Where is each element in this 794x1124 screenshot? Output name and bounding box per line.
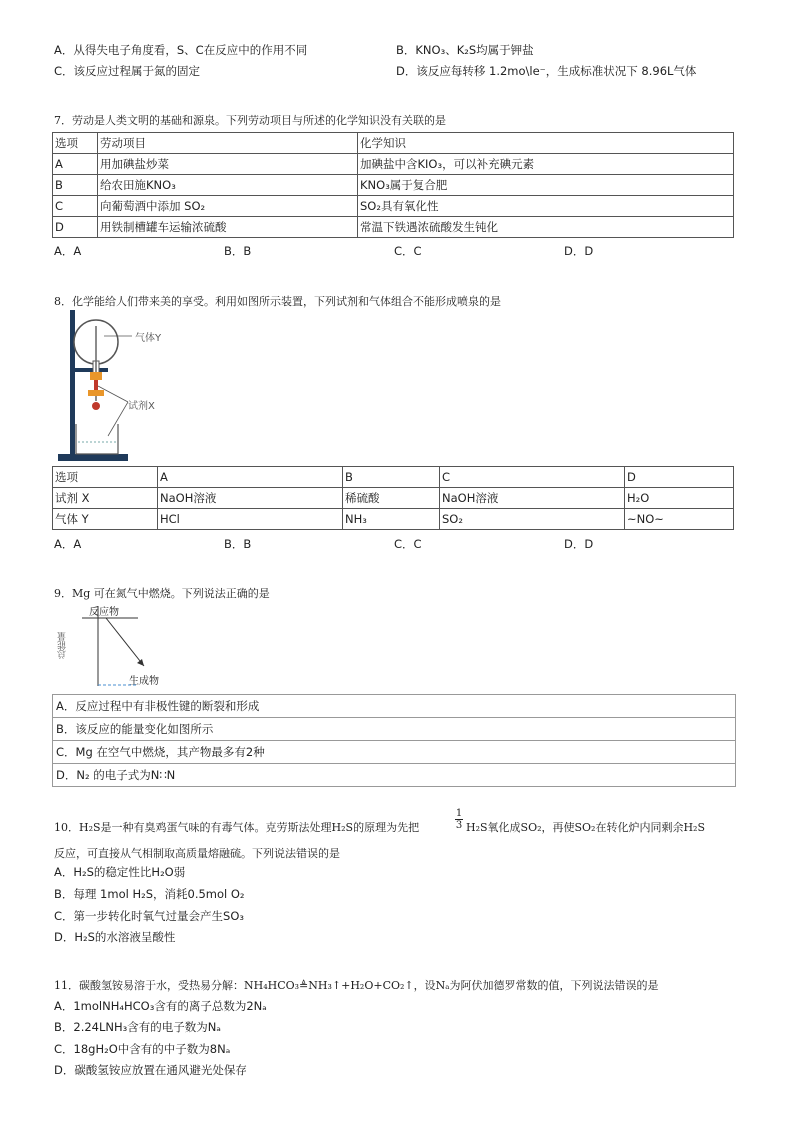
table-cell: 向葡萄酒中添加 SO₂ bbox=[98, 196, 358, 217]
stand-rod bbox=[70, 310, 75, 456]
label-reagent-x: 试剂X bbox=[128, 401, 155, 412]
table-cell: C bbox=[53, 196, 98, 217]
arrowhead bbox=[137, 659, 144, 666]
choice-a: A．A bbox=[54, 244, 82, 258]
clamp-arm bbox=[72, 368, 108, 372]
fountain-apparatus-figure bbox=[52, 306, 192, 466]
q10-stem-part2: H₂S氧化成SO₂，再使SO₂在转化炉内同剩余H₂S bbox=[466, 821, 706, 834]
table-row bbox=[53, 133, 734, 154]
option-c: C．Mg 在空气中燃烧，其产物最多有2种 bbox=[53, 740, 735, 763]
q10-option-b: B．每理 1mol H₂S，消耗0.5mol O₂ bbox=[54, 887, 245, 901]
q10-option-d: D．H₂S的水溶液呈酸性 bbox=[54, 930, 176, 944]
table-row bbox=[53, 217, 734, 238]
table-row bbox=[53, 467, 734, 488]
dropper-bulb bbox=[92, 402, 100, 410]
q10-option-a: A．H₂S的稳定性比H₂O弱 bbox=[54, 865, 186, 879]
q7-stem: 7．劳动是人类文明的基础和源泉。下列劳动项目与所述的化学知识没有关联的是 bbox=[54, 114, 446, 127]
table-cell: B bbox=[343, 467, 440, 488]
table-cell: B bbox=[53, 175, 98, 196]
table-cell: NaOH溶液 bbox=[440, 488, 625, 509]
prev-option-a: A．从得失电子角度看，S、C在反应中的作用不同 bbox=[54, 43, 308, 57]
table-cell: SO₂具有氧化性 bbox=[358, 196, 734, 217]
table-cell: HCl bbox=[158, 509, 343, 530]
table-cell: 加碘盐中含KIO₃，可以补充碘元素 bbox=[358, 154, 734, 175]
y-axis-label: 总能量 bbox=[58, 632, 68, 659]
table-cell: 用铁制槽罐车运输浓硫酸 bbox=[98, 217, 358, 238]
table-row bbox=[53, 196, 734, 217]
table-cell: 稀硫酸 bbox=[343, 488, 440, 509]
table-cell: KNO₃属于复合肥 bbox=[358, 175, 734, 196]
q11-option-a: A．1molNH₄HCO₃含有的离子总数为2Nₐ bbox=[54, 999, 267, 1013]
label-gas-y: 气体Y bbox=[135, 333, 162, 344]
table-cell: 气体 Y bbox=[53, 509, 158, 530]
table-cell: NaOH溶液 bbox=[158, 488, 343, 509]
prev-option-d: D．该反应每转移 1.2mo\le⁻，生成标准状况下 8.96L气体 bbox=[396, 64, 697, 78]
prev-option-b: B．KNO₃、K₂S均属于钾盐 bbox=[396, 43, 534, 57]
product-label: 生成物 bbox=[129, 676, 159, 687]
fraction-numerator: 1 bbox=[455, 808, 463, 819]
q10-stem-part1: 10．H₂S是一种有臭鸡蛋气味的有毒气体。克劳斯法处理H₂S的原理为先把 bbox=[54, 821, 420, 834]
q11-option-b: B．2.24LNH₃含有的电子数为Nₐ bbox=[54, 1020, 221, 1034]
table-cell: C bbox=[440, 467, 625, 488]
choice-c: C．C bbox=[394, 244, 422, 258]
option-a: A．反应过程中有非极性键的断裂和形成 bbox=[53, 694, 735, 717]
fraction-one-third bbox=[455, 808, 463, 831]
table-row bbox=[53, 488, 734, 509]
table-row bbox=[53, 154, 734, 175]
reaction-arrow bbox=[106, 618, 144, 666]
q10-option-c: C．第一步转化时氧气过量会产生SO₃ bbox=[54, 909, 244, 923]
q11-stem: 11．碳酸氢铵易溶于水，受热易分解：NH₄HCO₃≜NH₃↑+H₂O+CO₂↑，设Nₐ为阿伏加德罗常数的值，下列说法错误的是 bbox=[54, 979, 659, 992]
q8-stem: 8．化学能给人们带来美的享受。利用如图所示装置，下列试剂和气体组合不能形成喷泉的是 bbox=[54, 295, 501, 308]
table-cell: 给农田施KNO₃ bbox=[98, 175, 358, 196]
prev-option-c: C．该反应过程属于氮的固定 bbox=[54, 64, 201, 78]
dropper bbox=[94, 380, 98, 390]
q7-table bbox=[52, 132, 734, 238]
table-row bbox=[53, 175, 734, 196]
choice-b: B．B bbox=[224, 537, 252, 551]
fraction-denominator: 3 bbox=[455, 820, 463, 831]
table-cell: NH₃ bbox=[343, 509, 440, 530]
table-cell: 劳动项目 bbox=[98, 133, 358, 154]
beaker bbox=[76, 424, 118, 454]
q9-options bbox=[52, 694, 736, 787]
choice-b: B．B bbox=[224, 244, 252, 258]
stand-base bbox=[58, 454, 128, 461]
table-cell: 化学知识 bbox=[358, 133, 734, 154]
option-d: D．N₂ 的电子式为N∷N bbox=[53, 763, 735, 787]
q10-stem-part3: 反应，可直接从气相制取高质量熔融硫。下列说法错误的是 bbox=[54, 847, 340, 860]
rubber-stopper bbox=[90, 372, 102, 380]
reactant-label: 反应物 bbox=[89, 607, 119, 618]
choice-c: C．C bbox=[394, 537, 422, 551]
table-cell: D bbox=[53, 217, 98, 238]
table-cell: D bbox=[625, 467, 734, 488]
table-cell: SO₂ bbox=[440, 509, 625, 530]
option-b: B．该反应的能量变化如图所示 bbox=[53, 717, 735, 740]
table-cell: H₂O bbox=[625, 488, 734, 509]
table-row bbox=[53, 509, 734, 530]
q9-stem: 9．Mg 可在氮气中燃烧。下列说法正确的是 bbox=[54, 587, 270, 600]
table-cell: 选项 bbox=[53, 133, 98, 154]
tube-clip bbox=[88, 390, 104, 396]
table-cell: A bbox=[53, 154, 98, 175]
table-cell: 常温下铁遇浓硫酸发生钝化 bbox=[358, 217, 734, 238]
choice-d: D．D bbox=[564, 537, 594, 551]
table-cell: ~NO~ bbox=[625, 509, 734, 530]
choice-a: A．A bbox=[54, 537, 82, 551]
q8-table bbox=[52, 466, 734, 530]
table-cell: 试剂 X bbox=[53, 488, 158, 509]
table-cell: A bbox=[158, 467, 343, 488]
q11-option-d: D．碳酸氢铵应放置在通风避光处保存 bbox=[54, 1063, 247, 1077]
table-cell: 选项 bbox=[53, 467, 158, 488]
q11-option-c: C．18gH₂O中含有的中子数为8Nₐ bbox=[54, 1042, 231, 1056]
choice-d: D．D bbox=[564, 244, 594, 258]
table-cell: 用加碘盐炒菜 bbox=[98, 154, 358, 175]
